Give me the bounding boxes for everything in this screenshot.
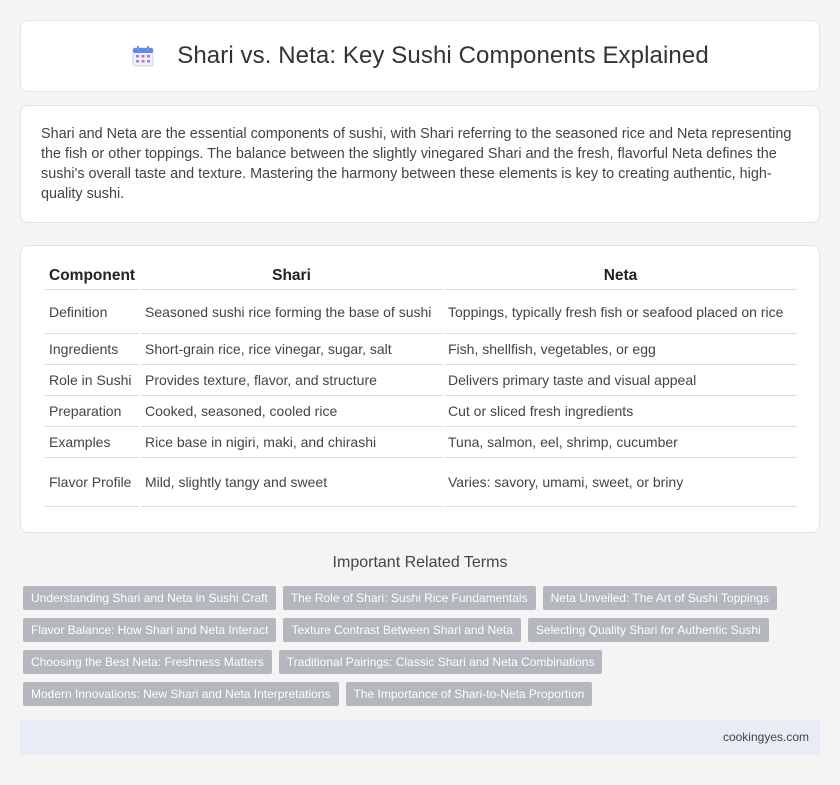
row-component: Definition: [45, 290, 139, 334]
table-row: [45, 396, 797, 427]
row-shari: Mild, slightly tangy and sweet: [141, 458, 442, 507]
related-term-tag[interactable]: Choosing the Best Neta: Freshness Matters: [23, 650, 272, 674]
row-shari: Seasoned sushi rice forming the base of sushi: [141, 290, 442, 334]
related-terms-title: Important Related Terms: [332, 554, 508, 571]
row-neta: Fish, shellfish, vegetables, or egg: [444, 334, 797, 365]
table-row: [45, 290, 797, 334]
tag-row: [23, 682, 823, 706]
intro-text: Shari and Neta are the essential components of sushi, with Shari referring to the seasoned rice and Neta representing the fish or other toppings. The balance between the slightly vinegared Shari and the fresh, flavorful Neta defines the sushi's overall taste and texture. Mastering the harmony between these elements is key to creating authentic, high-quality sushi.: [41, 126, 792, 202]
row-component: Examples: [45, 427, 139, 458]
comparison-table: [43, 262, 799, 507]
tag-row: [23, 650, 823, 674]
footer-site-link[interactable]: cookingyes.com: [722, 730, 809, 744]
header-card: [20, 20, 820, 92]
related-term-tag[interactable]: Texture Contrast Between Shari and Neta: [283, 618, 520, 642]
row-shari: Rice base in nigiri, maki, and chirashi: [141, 427, 442, 458]
row-shari: Provides texture, flavor, and structure: [141, 365, 442, 396]
header-neta: Neta: [444, 262, 797, 290]
row-shari: Short-grain rice, rice vinegar, sugar, salt: [141, 334, 442, 365]
intro-card: [20, 105, 820, 223]
page-title: Shari vs. Neta: Key Sushi Components Explained: [177, 42, 709, 69]
header-shari: Shari: [141, 262, 442, 290]
tag-row: [23, 618, 823, 642]
calendar-icon: [131, 44, 155, 68]
table-row: [45, 334, 797, 365]
related-term-tag[interactable]: Flavor Balance: How Shari and Neta Interact: [23, 618, 276, 642]
header-component: Component: [45, 262, 139, 290]
row-shari: Cooked, seasoned, cooled rice: [141, 396, 442, 427]
row-component: Preparation: [45, 396, 139, 427]
related-term-tag[interactable]: Traditional Pairings: Classic Shari and Neta Combinations: [279, 650, 603, 674]
related-term-tag[interactable]: Understanding Shari and Neta in Sushi Craft: [23, 586, 276, 610]
row-component: Ingredients: [45, 334, 139, 365]
table-row: [45, 365, 797, 396]
table-header-row: [45, 262, 797, 290]
table-row: [45, 458, 797, 507]
related-term-tag[interactable]: The Importance of Shari-to-Neta Proportion: [346, 682, 593, 706]
related-term-tag[interactable]: Neta Unveiled: The Art of Sushi Toppings: [543, 586, 777, 610]
row-component: Flavor Profile: [45, 458, 139, 507]
table-row: [45, 427, 797, 458]
row-neta: Tuna, salmon, eel, shrimp, cucumber: [444, 427, 797, 458]
footer: [20, 720, 820, 755]
row-neta: Varies: savory, umami, sweet, or briny: [444, 458, 797, 507]
related-terms-tags: [23, 586, 823, 714]
tag-row: [23, 586, 823, 610]
related-term-tag[interactable]: The Role of Shari: Sushi Rice Fundamentals: [283, 586, 536, 610]
related-term-tag[interactable]: Selecting Quality Shari for Authentic Sushi: [528, 618, 769, 642]
row-component: Role in Sushi: [45, 365, 139, 396]
comparison-table-card: [20, 245, 820, 533]
row-neta: Cut or sliced fresh ingredients: [444, 396, 797, 427]
row-neta: Toppings, typically fresh fish or seafood placed on rice: [444, 290, 797, 334]
row-neta: Delivers primary taste and visual appeal: [444, 365, 797, 396]
related-term-tag[interactable]: Modern Innovations: New Shari and Neta Interpretations: [23, 682, 339, 706]
